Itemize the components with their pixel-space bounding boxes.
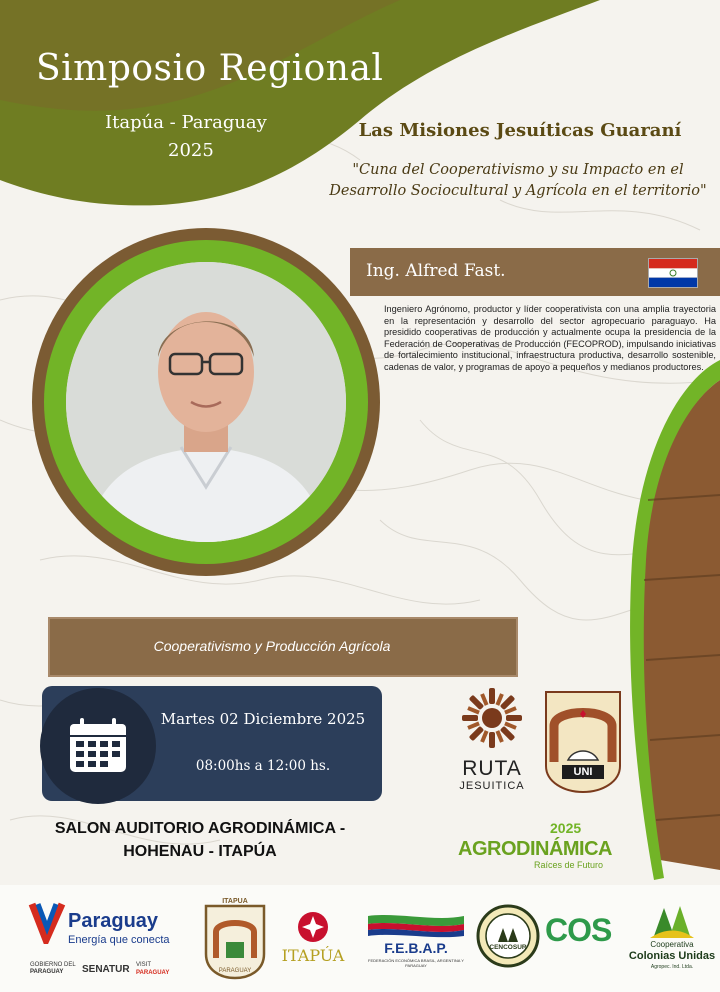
paraguay-tagline: Energía que conecta [68, 934, 170, 946]
event-year: 2025 [168, 140, 214, 161]
event-title: Simposio Regional [36, 48, 384, 89]
venue-line-2: HOHENAU - ITAPÚA [123, 843, 277, 860]
gobierno-text: GOBIERNO DEL PARAGUAY [30, 962, 76, 975]
febap-logo [366, 912, 466, 972]
senatur-text: SENATUR [82, 964, 130, 975]
febap-subtext: FEDERACIÓN ECONÓMICA BRASIL, ARGENTINA Y PARAGUAY [368, 958, 464, 968]
itapua-emblem-icon [296, 910, 330, 944]
colonias-line-1: Cooperativa [650, 940, 694, 949]
cencosur-logo [476, 904, 540, 968]
ruta-jesuitica-logo [450, 684, 534, 796]
event-subtitle: Las Misiones Jesuíticas Guaraní [358, 120, 682, 141]
uni-logo [544, 690, 622, 794]
session-time: 08:00hs a 12:00 hs. [195, 758, 331, 774]
itapua-text: ITAPÚA [281, 946, 345, 965]
paraguay-brand-icon [28, 900, 66, 944]
agro-year: 2025 [550, 820, 582, 836]
agro-tagline: Raíces de Futuro [534, 860, 604, 870]
colonias-line-2: Colonias Unidas [628, 950, 716, 962]
calendar-icon [40, 688, 156, 804]
jesuitica-text: JESUITICA [459, 780, 525, 792]
agro-name: AGRODINÁMICA [458, 838, 612, 860]
calendar-badge [40, 688, 156, 804]
venue-line-1: SALON AUDITORIO AGRODINÁMICA - [54, 820, 346, 837]
colonias-line-3: Agropec. Ind. Ltda. [650, 964, 694, 970]
paraguay-text: Paraguay [68, 910, 159, 932]
event-theme: "Cuna del Cooperativismo y su Impacto en el Desarrollo Sociocultural y Agrícola en el territorio" [329, 162, 707, 199]
febap-flag-icon [366, 912, 466, 938]
itapua-seal-top: ITAPUA [222, 898, 248, 905]
session-topic: Cooperativismo y Producción Agrícola [153, 638, 391, 654]
uni-text: UNI [573, 766, 593, 778]
colonias-unidas-logo [628, 902, 716, 976]
ruta-text: RUTA [462, 757, 522, 780]
cencosur-text: CENCOSUR [489, 944, 527, 951]
event-location: Itapúa - Paraguay [105, 112, 267, 133]
ruta-jesuitica-emblem-icon [450, 684, 534, 754]
paraguay-brand-logo [26, 898, 196, 988]
speaker-bio: Ingeniero Agrónomo, productor y líder cooperativista con una amplia trayectoria en la representación y desarrollo del sector agropecuario paraguayo. Ha presidido cooperativas de producción y actualmente ocupa la presidencia de la Federación de Cooperativas de Producción (FECOPROD), impulsando iniciativas de fortalecimiento institucional, infraestructura productiva, desarrollo sostenible, cadenas de valor, y programas de apoyo a pequeños y medianos productores. [384, 304, 716, 372]
speaker-name: Ing. Alfred Fast. [366, 261, 506, 281]
itapua-logo [274, 910, 352, 974]
session-date: Martes 02 Diciembre 2025 [160, 710, 366, 728]
agrodinamica-logo [450, 818, 620, 876]
febap-text: F.E.B.A.P. [384, 940, 448, 956]
paraguay-flag-icon [648, 258, 698, 288]
speaker-photo [66, 262, 346, 542]
itapua-seal-bottom: PARAGUAY [218, 968, 252, 974]
visit-paraguay-text: VISIT PARAGUAY [136, 962, 170, 976]
pine-trees-icon [650, 902, 694, 938]
cos-logo: COS [545, 912, 612, 948]
itapua-seal-logo [200, 898, 270, 982]
